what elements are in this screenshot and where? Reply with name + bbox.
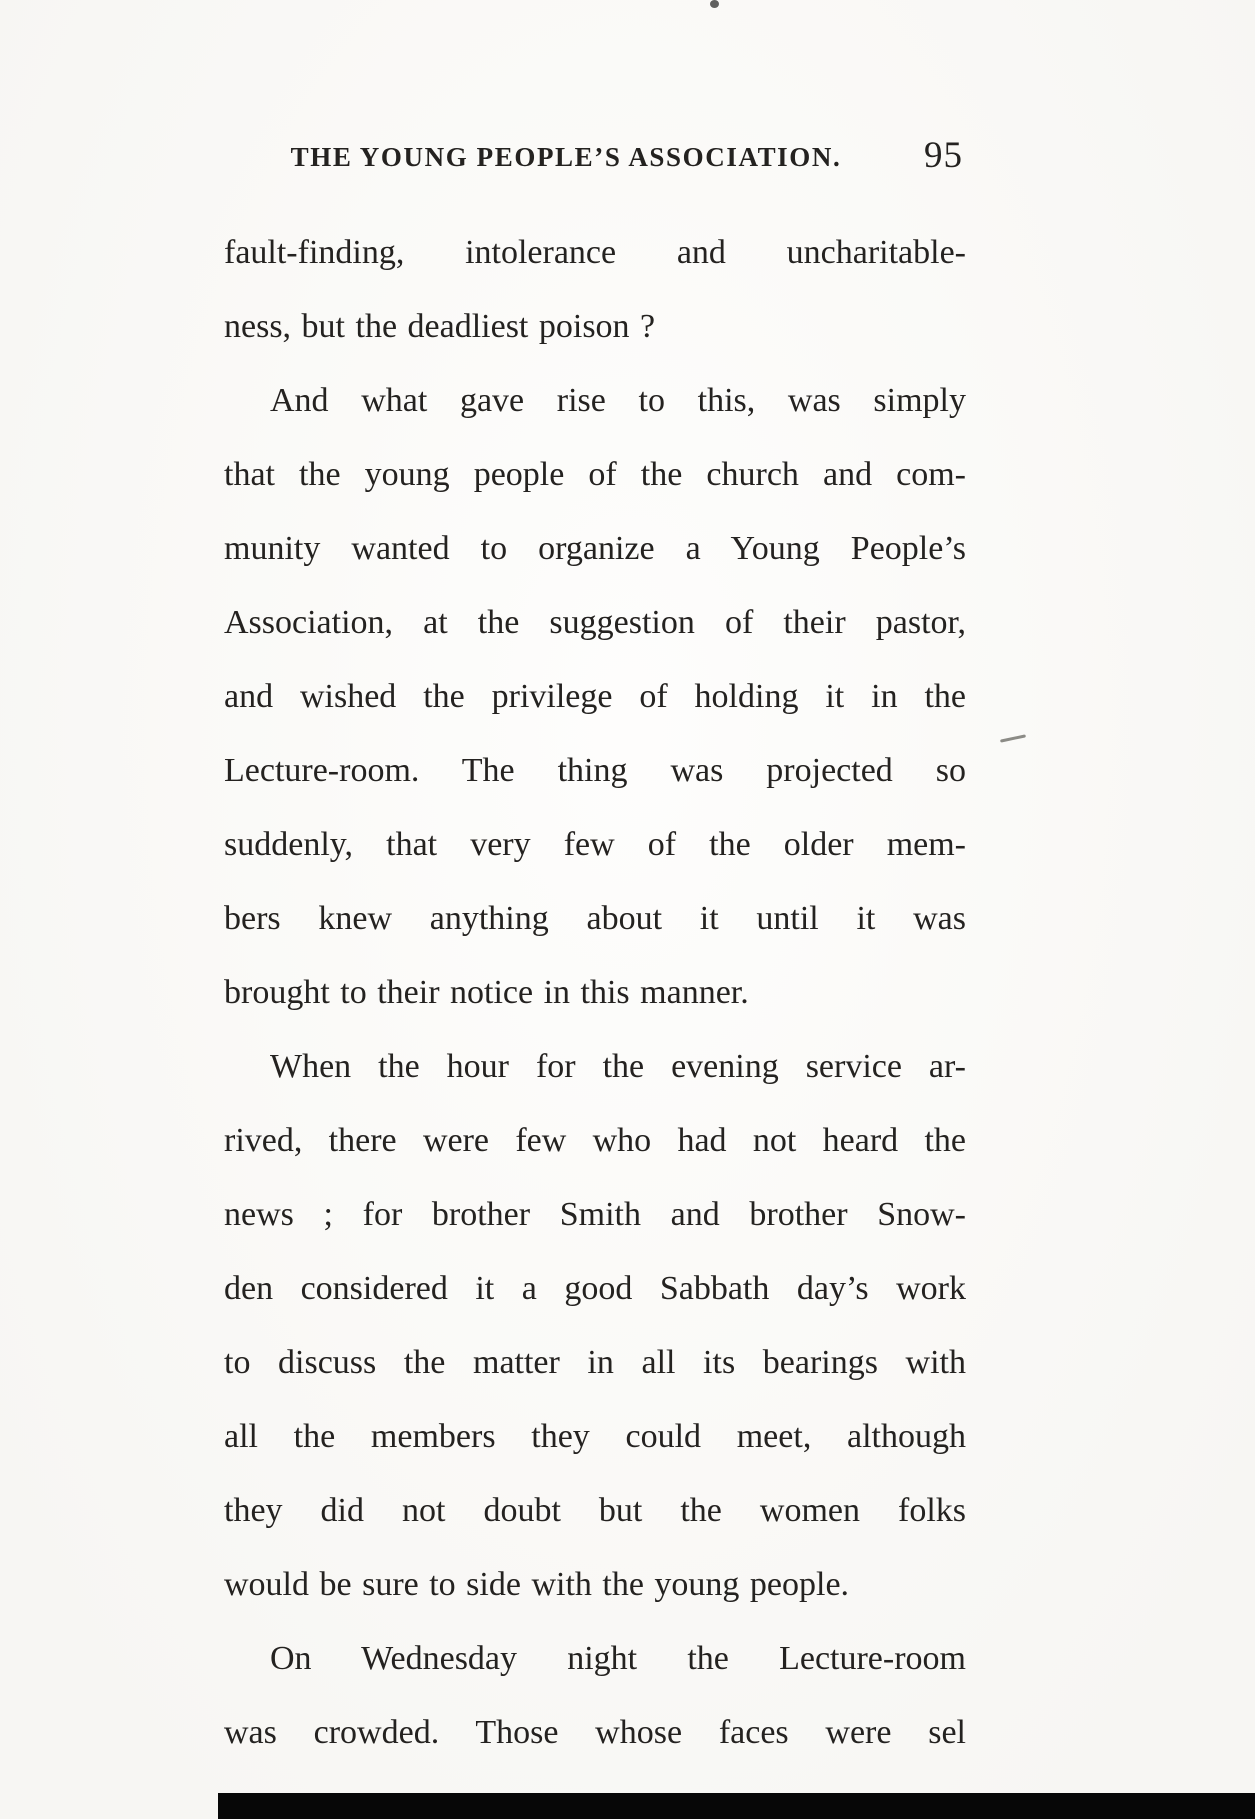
running-header [225, 135, 965, 184]
page-number: 95 [924, 135, 963, 176]
text-line: was crowded. Those whose faces were sel [224, 1714, 966, 1751]
text-line: to discuss the matter in all its bearings with [224, 1344, 966, 1381]
text-line: news ; for brother Smith and brother Snow- [224, 1196, 966, 1233]
scan-mark [1000, 734, 1026, 742]
text-line: And what gave rise to this, was simply [270, 382, 966, 419]
text-line: all the members they could meet, although [224, 1418, 966, 1455]
text-line: fault-finding, intolerance and uncharitable- [224, 234, 966, 271]
scan-speck [710, 0, 719, 8]
text-line: Association, at the suggestion of their pastor, [224, 604, 966, 641]
text-line: and wished the privilege of holding it in the [224, 678, 966, 715]
text-line: den considered it a good Sabbath day’s work [224, 1270, 966, 1307]
text-line: that the young people of the church and com- [224, 456, 966, 493]
text-line: rived, there were few who had not heard the [224, 1122, 966, 1159]
text-line: ness, but the deadliest poison ? [224, 308, 656, 345]
text-line: suddenly, that very few of the older mem- [224, 826, 966, 863]
body-text [224, 216, 966, 1770]
text-line: Lecture-room. The thing was projected so [224, 752, 966, 789]
text-line: they did not doubt but the women folks [224, 1492, 966, 1529]
text-line: munity wanted to organize a Young People’s [224, 530, 966, 567]
text-line: brought to their notice in this manner. [224, 974, 749, 1011]
text-line: bers knew anything about it until it was [224, 900, 966, 937]
text-line: would be sure to side with the young people. [224, 1566, 850, 1603]
text-line: When the hour for the evening service ar- [270, 1048, 966, 1085]
scan-bar-artifact [218, 1793, 1255, 1819]
header-title: THE YOUNG PEOPLE’S ASSOCIATION. [290, 142, 842, 172]
text-line: On Wednesday night the Lecture-room [270, 1640, 966, 1677]
